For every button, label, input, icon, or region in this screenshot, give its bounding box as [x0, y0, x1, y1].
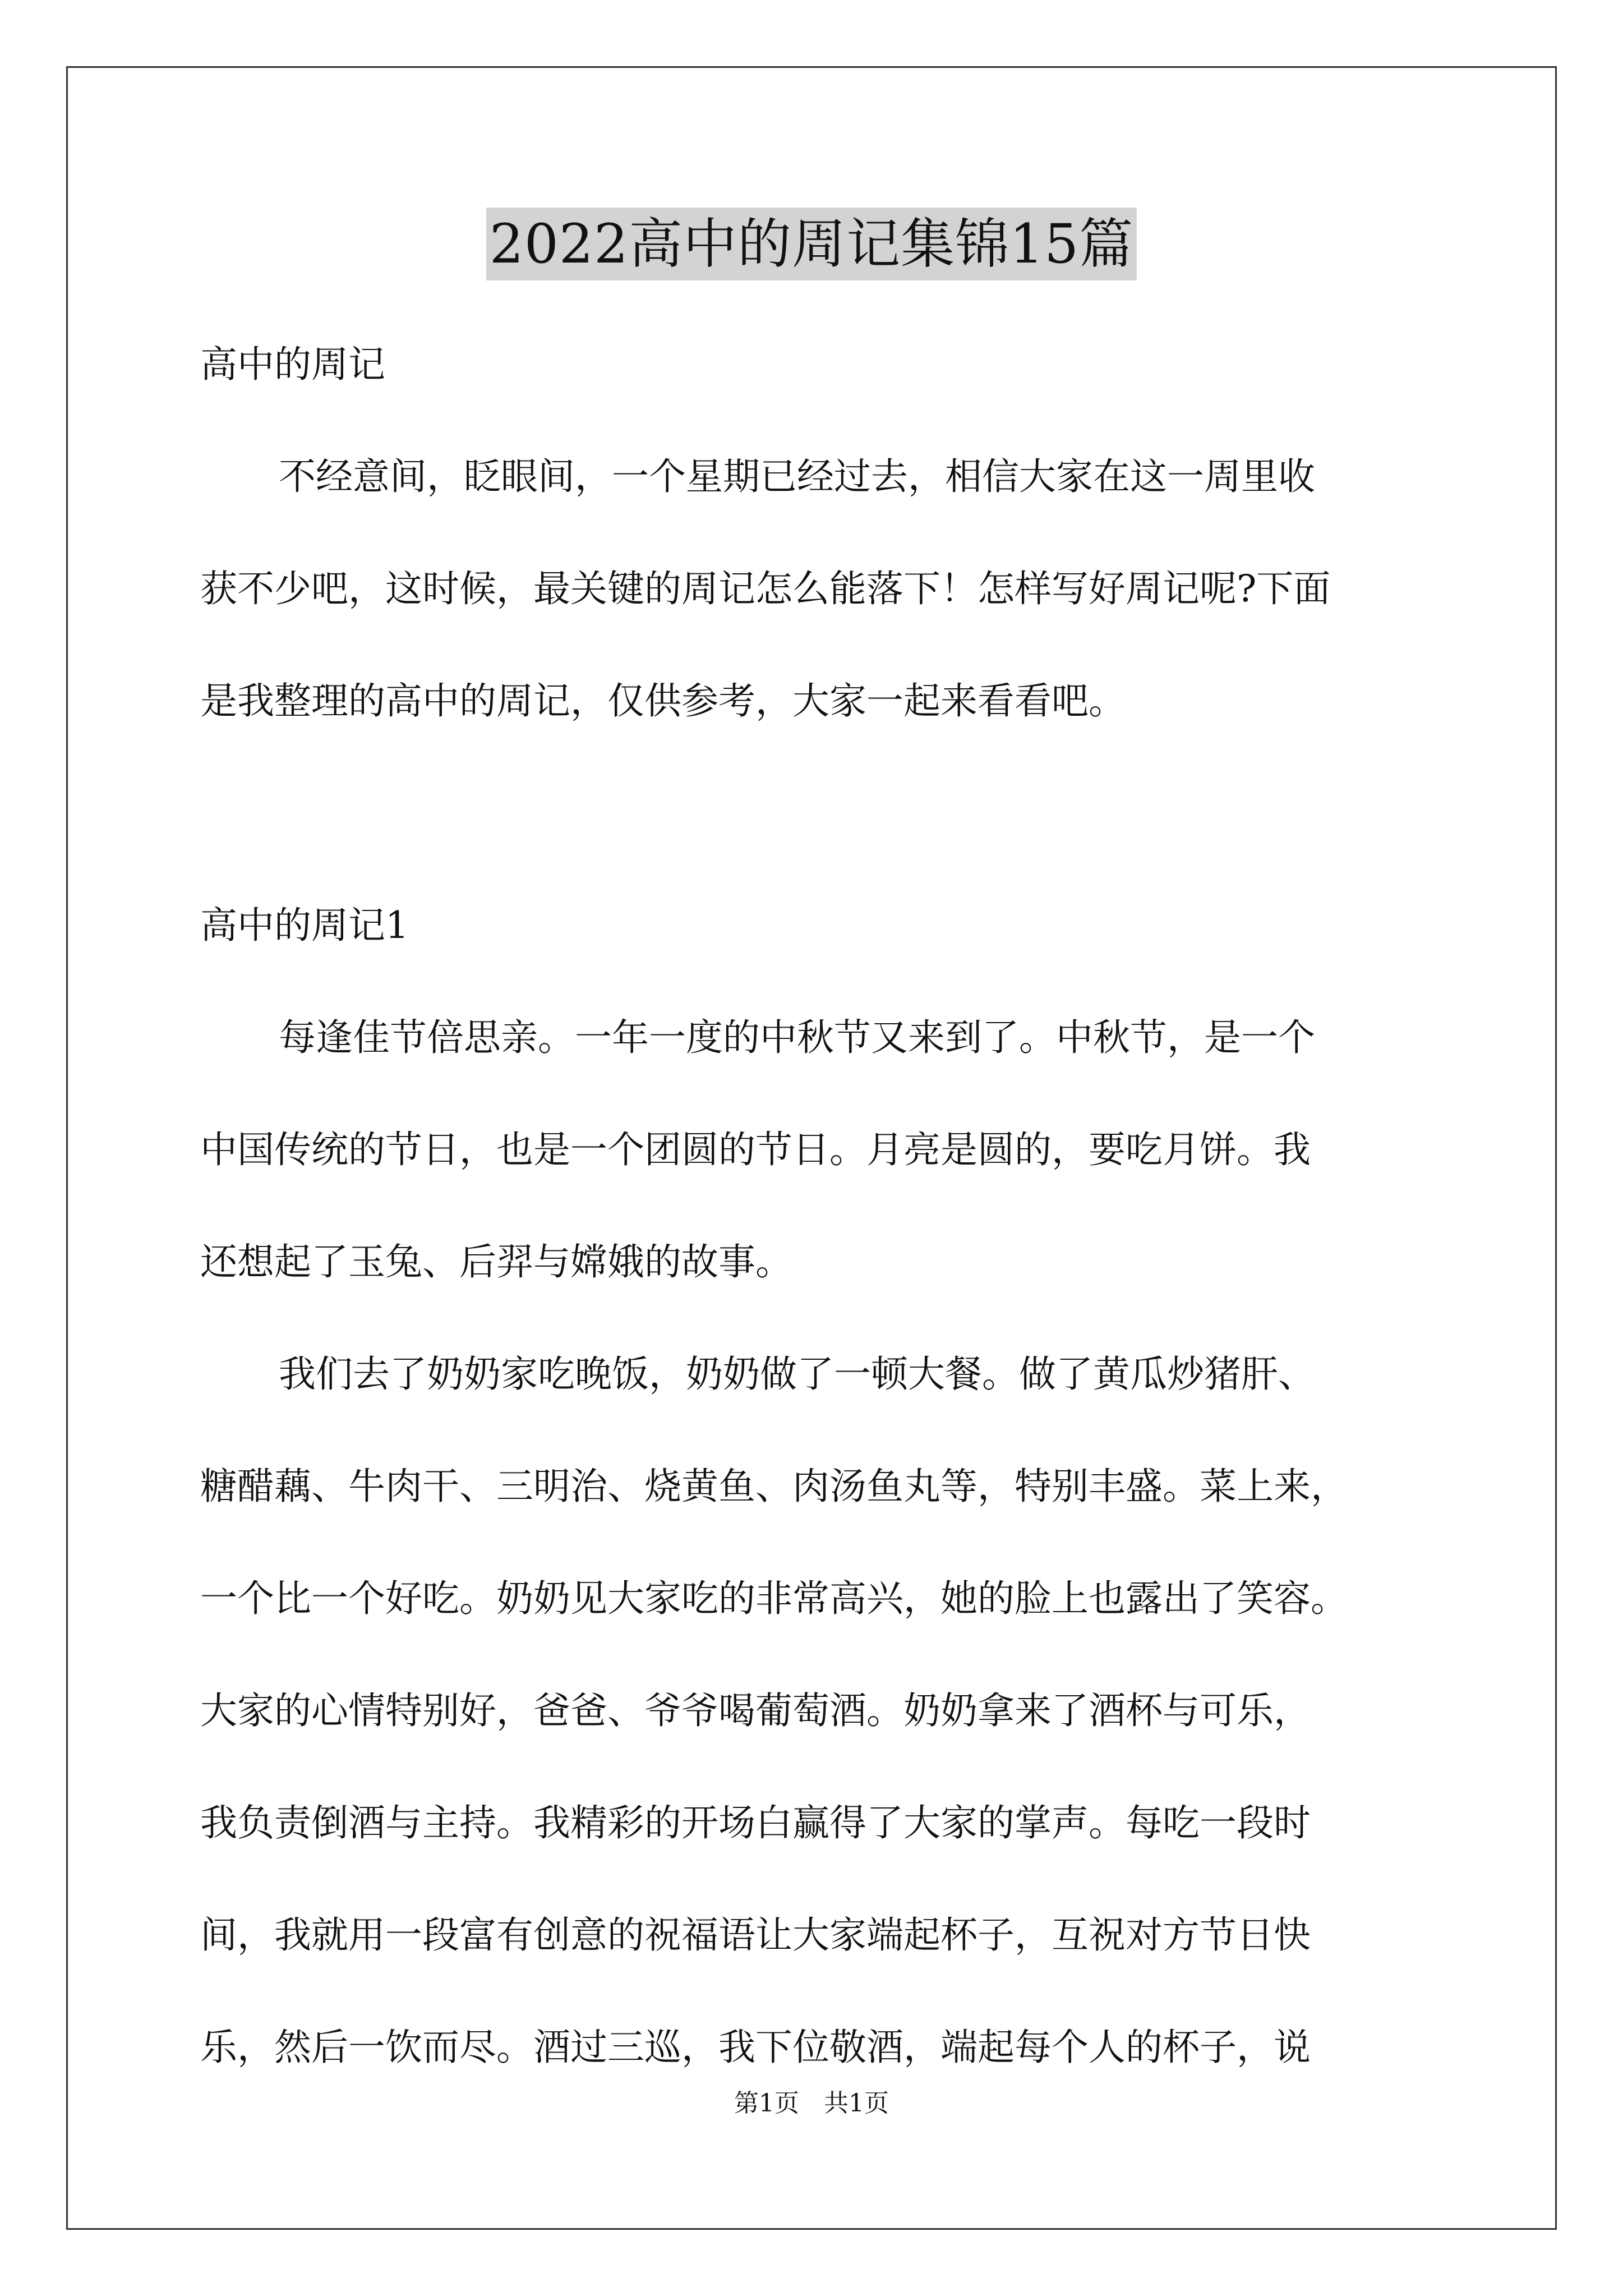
- paragraph-line: 一个比一个好吃。奶奶见大家吃的非常高兴，她的脸上也露出了笑容。: [200, 1577, 1348, 1620]
- section-heading: 高中的周记1: [200, 904, 409, 947]
- title-container: [0, 208, 1623, 280]
- paragraph-line: 我负责倒酒与主持。我精彩的开场白赢得了大家的掌声。每吃一段时: [200, 1801, 1311, 1844]
- paragraph-line: 还想起了玉兔、后羿与嫦娥的故事。: [200, 1240, 792, 1283]
- paragraph-line: 乐，然后一饮而尽。酒过三巡，我下位敬酒，端起每个人的杯子，说: [200, 2026, 1311, 2069]
- blank-line: [200, 757, 1434, 869]
- paragraph-line: 间，我就用一段富有创意的祝福语让大家端起杯子，互祝对方节日快: [200, 1913, 1311, 1957]
- paragraph-line: 中国传统的节日，也是一个团圆的节日。月亮是圆的，要吃月饼。我: [200, 1128, 1311, 1171]
- intro-line: 不经意间，眨眼间，一个星期已经过去，相信大家在这一周里收: [279, 455, 1315, 498]
- paragraph-line: 大家的心情特别好，爸爸、爷爷喝葡萄酒。奶奶拿来了酒杯与可乐，: [200, 1689, 1311, 1732]
- intro-heading: 高中的周记: [200, 343, 385, 386]
- document-title: 2022高中的周记集锦15篇: [486, 208, 1137, 280]
- intro-line: 是我整理的高中的周记，仅供参考，大家一起来看看吧。: [200, 679, 1126, 723]
- paragraph-line: 我们去了奶奶家吃晚饭，奶奶做了一顿大餐。做了黄瓜炒猪肝、: [279, 1352, 1315, 1396]
- page-footer: 第1页 共1页: [734, 2089, 889, 2118]
- document-body: [200, 309, 1434, 2104]
- paragraph-line: 每逢佳节倍思亲。一年一度的中秋节又来到了。中秋节，是一个: [279, 1016, 1315, 1059]
- paragraph-line: 糖醋藕、牛肉干、三明治、烧黄鱼、肉汤鱼丸等，特别丰盛。菜上来，: [200, 1465, 1348, 1508]
- intro-line: 获不少吧，这时候，最关键的周记怎么能落下！怎样写好周记呢?下面: [200, 567, 1331, 610]
